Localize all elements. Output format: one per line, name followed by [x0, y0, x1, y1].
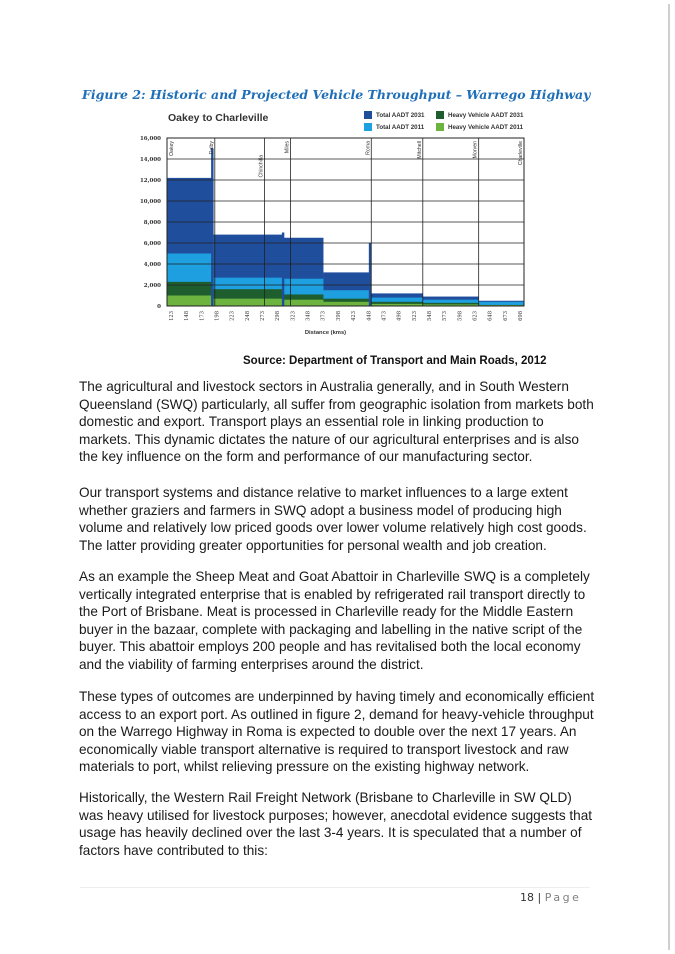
y-tick-label: 8,000 [143, 220, 161, 226]
paragraph-5: Historically, the Western Rail Freight Network (Brisbane to Charleville in SW QLD) was heavy utilised for livestock purposes; however, anecdotal evidence suggests that usage has heavily declined over the last 3-4 years. It is speculated that a number of factors have contributed to this: [79, 790, 593, 858]
x-tick-label: 148 [184, 311, 191, 321]
y-tick-label: 0 [157, 304, 161, 310]
town-label-dalby: Dalby [208, 141, 215, 155]
area-segment-4-2 [214, 299, 284, 306]
spike-2 [282, 233, 284, 307]
x-tick-label: 198 [214, 311, 221, 321]
town-label-mitchell: Mitchell [416, 141, 423, 159]
paragraph-3: As an example the Sheep Meat and Goat Abattoir in Charleville SWQ is a completely vertically integrated enterprise that is enabled by refrigerated rail transport directly to the Port of Brisbane. Meat is processed in Charleville ready for the Middle Eastern buyer in the bazaar, complete with packaging and labelling in the native script of the buyer. This abattoir employs 200 people and has revitalised both the local economy and the viability of farming enterprises around the district. [79, 569, 590, 672]
legend-label: Heavy Vehicle AADT 2011 [448, 123, 524, 131]
town-label-charleville: Charleville [518, 141, 524, 166]
x-tick-label: 573 [442, 311, 449, 321]
town-label-roma: Roma [365, 141, 372, 155]
x-tick-label: 223 [229, 311, 236, 321]
area-segment-4-1 [167, 296, 214, 307]
town-label-oakey: Oakey [169, 141, 175, 156]
town-label-chinchilla: Chinchilla [258, 155, 265, 178]
x-tick-label: 698 [518, 311, 524, 321]
y-tick-label: 4,000 [143, 262, 161, 268]
x-tick-label: 598 [457, 311, 464, 321]
x-tick-label: 523 [411, 311, 418, 321]
x-tick-label: 473 [381, 311, 388, 321]
footer-divider [80, 887, 590, 888]
x-tick-label: 323 [290, 311, 297, 321]
town-label-miles: Miles [284, 141, 291, 154]
x-tick-label: 173 [199, 311, 206, 321]
x-tick-label: 648 [487, 311, 494, 321]
x-tick-label: 298 [275, 311, 282, 321]
chart-title: Oakey to Charleville [168, 112, 269, 124]
area-segment-4-4 [323, 302, 371, 306]
y-tick-label: 6,000 [143, 241, 161, 247]
legend-item-hv-2031 [436, 111, 523, 119]
legend-label: Total AADT 2011 [376, 123, 425, 131]
paragraph-1: The agricultural and livestock sectors in Australia generally, and in South Western Queensland (SWQ) particularly, all suffer from geographic isolation from markets both domestic and export. Transport plays an essential role in linking production to markets. This dynamic dictates the nature of our agricultural enterprises and is also the key influence on the form and performance of our manufacturing sector. [79, 379, 594, 465]
x-tick-label: 548 [426, 311, 433, 321]
x-axis-label: Distance (kms) [304, 330, 347, 336]
town-label-morven: Morven [472, 141, 479, 159]
paragraph-2: Our transport systems and distance relative to market influences to a large extent whether graziers and farmers in SWQ adopt a business model of producing high volume and relatively low priced goods over lower volume relatively high cost goods. The latter providing greater opportunities for personal wealth and job creation. [79, 485, 587, 553]
x-tick-label: 423 [351, 311, 358, 321]
y-tick-label: 10,000 [139, 199, 161, 205]
spike-1 [211, 149, 213, 307]
legend-label: Heavy Vehicle AADT 2031 [448, 111, 524, 119]
x-tick-label: 123 [169, 311, 175, 321]
page-number-value: 18 [520, 891, 534, 904]
x-tick-label: 448 [366, 311, 373, 321]
legend-swatch [436, 111, 444, 119]
x-tick-label: 373 [320, 311, 327, 321]
figure-source: Source: Department of Transport and Main Roads, 2012 [243, 355, 547, 367]
y-tick-label: 2,000 [143, 283, 161, 289]
page-edge [668, 4, 670, 950]
y-tick-label: 14,000 [139, 157, 161, 163]
page-number-separator: | [537, 891, 542, 904]
x-tick-label: 348 [305, 311, 312, 321]
figure-title: Figure 2: Historic and Projected Vehicle Throughput – Warrego Highway [82, 87, 591, 102]
legend-item-total-2031 [364, 111, 424, 119]
throughput-chart [120, 130, 540, 345]
legend-swatch [364, 111, 372, 119]
x-tick-label: 498 [396, 311, 403, 321]
legend-label: Total AADT 2031 [376, 111, 425, 119]
x-tick-label: 623 [472, 311, 479, 321]
page-number [520, 891, 581, 904]
x-tick-label: 248 [244, 311, 251, 321]
y-tick-label: 16,000 [139, 136, 161, 142]
x-tick-label: 673 [502, 311, 509, 321]
x-tick-label: 273 [260, 311, 267, 321]
y-tick-label: 12,000 [139, 178, 161, 184]
area-segment-4-3 [283, 300, 323, 306]
spike-3 [369, 243, 371, 306]
x-tick-label: 398 [335, 311, 342, 321]
paragraph-4: These types of outcomes are underpinned by having timely and economically efficient access to an export port. As outlined in figure 2, demand for heavy-vehicle throughput on the Warrego Highway in Roma is expected to double over the next 17 years. An economically viable transport alternative is required to transport livestock and raw materials to port, whilst relieving pressure on the existing highway network. [79, 689, 595, 775]
page-label: Page [544, 891, 582, 904]
